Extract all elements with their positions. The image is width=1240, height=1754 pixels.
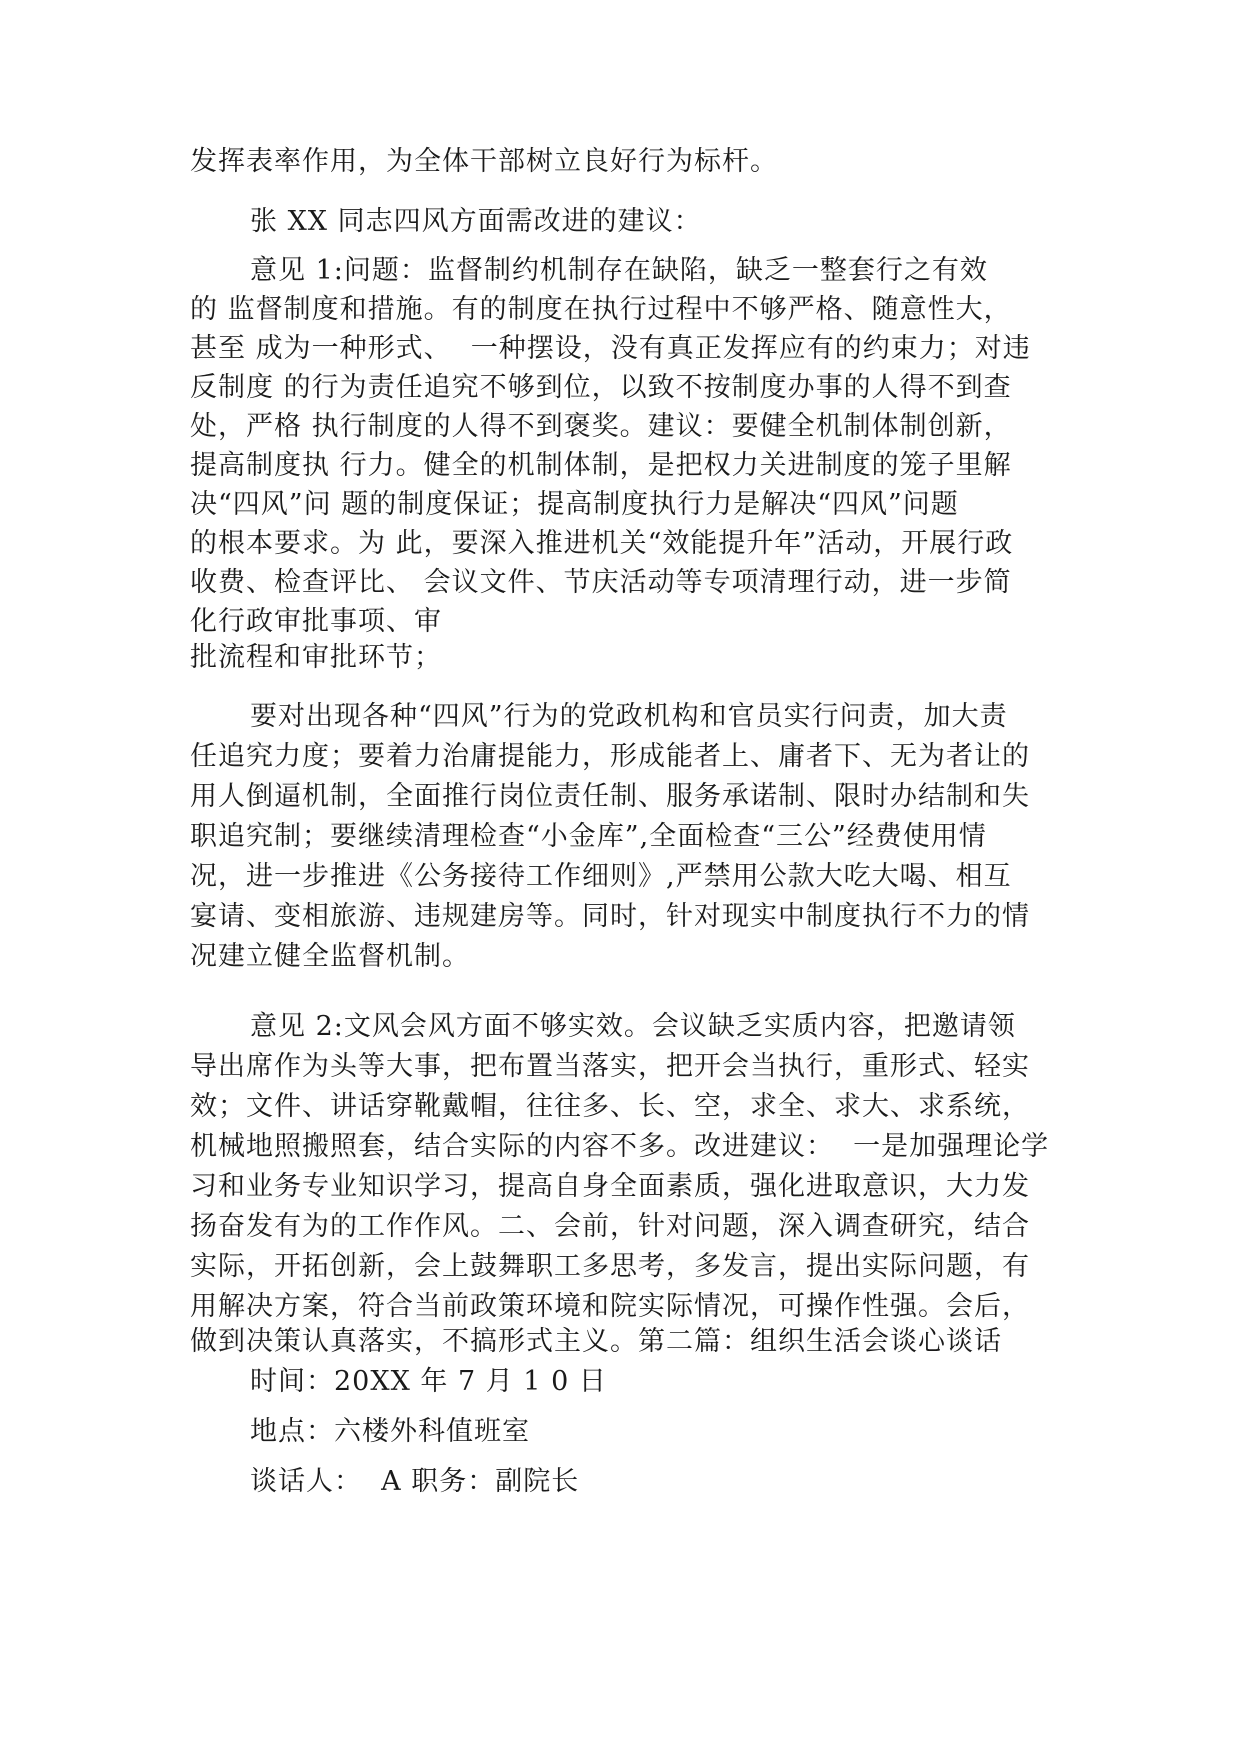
text-line: 批流程和审批环节； [190,642,442,673]
text-line: 意见 1:问题：监督制约机制存在缺陷，缺乏一整套行之有效 [250,255,988,286]
text-line: 职追究制；要继续清理检查“小金库”,全面检查“三公”经费使用情 [190,821,987,852]
text-line: 反制度 的行为责任追究不够到位，以致不按制度办事的人得不到查 [190,372,1012,403]
meeting-speaker: 谈话人： A 职务：副院长 [250,1466,580,1497]
text-line: 收费、检查评比、 会议文件、节庆活动等专项清理行动，进一步简 [190,567,1012,598]
text-line: 决“四风”问 题的制度保证；提高制度执行力是解决“四风”问题 [190,489,959,520]
text-line: 发挥表率作用，为全体干部树立良好行为标杆。 [190,146,778,177]
text-line: 扬奋发有为的工作作风。二、会前，针对问题，深入调查研究，结合 [190,1211,1030,1242]
text-line: 的 监督制度和措施。有的制度在执行过程中不够严格、随意性大， [190,294,1012,325]
text-line: 习和业务专业知识学习，提高自身全面素质，强化进取意识，大力发 [190,1171,1030,1202]
text-line: 提高制度执 行力。健全的机制体制，是把权力关进制度的笼子里解 [190,450,1012,481]
text-line: 用人倒逼机制，全面推行岗位责任制、服务承诺制、限时办结制和失 [190,781,1030,812]
text-line: 况，进一步推进《公务接待工作细则》,严禁用公款大吃大喝、相互 [190,861,1012,892]
text-line: 实际，开拓创新，会上鼓舞职工多思考，多发言，提出实际问题，有 [190,1251,1030,1282]
text-line: 要对出现各种“四风”行为的党政机构和官员实行问责，加大责 [250,701,1008,732]
text-line: 用解决方案，符合当前政策环境和院实际情况，可操作性强。会后， [190,1291,1030,1322]
text-line: 况建立健全监督机制。 [190,941,470,972]
text-line: 甚至 成为一种形式、 一种摆设，没有真正发挥应有的约束力；对违 [190,333,1031,364]
text-line: 机械地照搬照套，结合实际的内容不多。改进建议： 一是加强理论学 [190,1131,1050,1162]
text-line: 意见 2:文风会风方面不够实效。会议缺乏实质内容，把邀请领 [250,1011,1016,1042]
text-line: 宴请、变相旅游、违规建房等。同时，针对现实中制度执行不力的情 [190,901,1030,932]
text-line: 张 XX 同志四风方面需改进的建议： [250,206,702,237]
meeting-time: 时间：20XX 年 7 月 1 0 日 [250,1366,607,1397]
text-line: 化行政审批事项、审 [190,606,442,637]
text-line: 做到决策认真落实，不搞形式主义。第二篇：组织生活会谈心谈话 [190,1326,1002,1357]
text-line: 的根本要求。为 此，要深入推进机关“效能提升年”活动，开展行政 [190,528,1014,559]
text-line: 任追究力度；要着力治庸提能力，形成能者上、庸者下、无为者让的 [190,741,1030,772]
text-line: 效；文件、讲话穿靴戴帽，往往多、长、空，求全、求大、求系统， [190,1091,1030,1122]
text-line: 处，严格 执行制度的人得不到褒奖。建议：要健全机制体制创新， [190,411,1012,442]
text-line: 导出席作为头等大事，把布置当落实，把开会当执行，重形式、轻实 [190,1051,1030,1082]
meeting-location: 地点：六楼外科值班室 [250,1416,530,1447]
